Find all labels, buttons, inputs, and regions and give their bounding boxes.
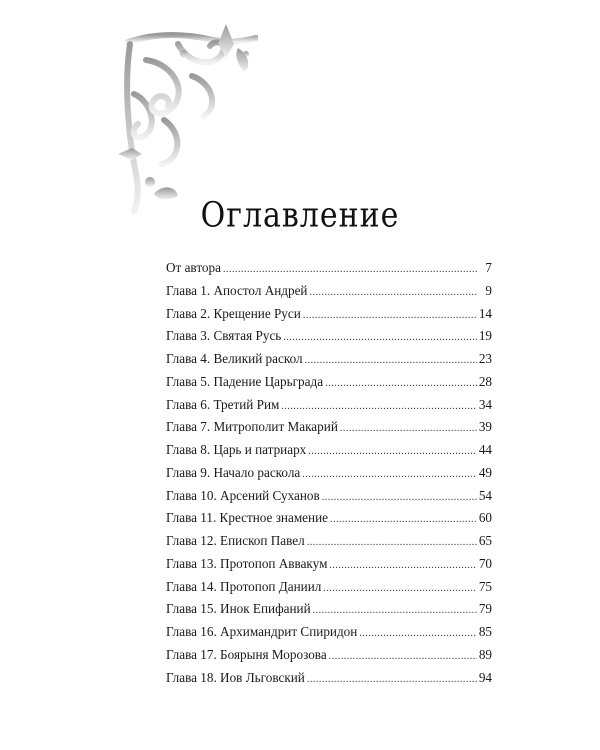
dot-leader — [303, 305, 477, 328]
toc-entry[interactable] — [166, 621, 492, 644]
toc-entry-label: Глава 8. Царь и патриарх — [166, 442, 307, 457]
dot-leader — [307, 669, 477, 692]
toc-entry-page: 7 — [485, 260, 492, 275]
toc-entry-label: Глава 17. Боярыня Морозова — [166, 646, 327, 662]
dot-leader — [330, 509, 477, 532]
toc-entry-label: Глава 4. Великий раскол — [166, 351, 303, 366]
toc-entry-label: Глава 9. Начало раскола — [166, 464, 301, 480]
dot-leader — [281, 396, 476, 419]
toc-entry[interactable] — [166, 598, 492, 621]
dot-leader — [325, 373, 477, 396]
dot-leader — [310, 282, 479, 305]
toc-entry-label: Глава 12. Епископ Павел — [166, 533, 305, 548]
toc-entry[interactable] — [166, 507, 492, 530]
toc-entry[interactable] — [166, 667, 492, 690]
dot-leader — [308, 441, 477, 464]
dot-leader — [323, 578, 476, 601]
toc-entry[interactable] — [166, 644, 492, 667]
toc-entry[interactable] — [166, 416, 492, 439]
toc-entry-label: Глава 3. Святая Русь — [166, 328, 282, 344]
toc-entry[interactable] — [166, 485, 492, 508]
toc-entry-page: 49 — [478, 464, 492, 480]
toc-entry-page: 54 — [478, 487, 492, 503]
toc-entry-label: Глава 16. Архимандрит Спиридон — [166, 624, 358, 639]
dot-leader — [359, 623, 476, 646]
toc-entry-page: 9 — [485, 282, 492, 298]
toc-entry-label: Глава 14. Протопоп Даниил — [166, 578, 322, 594]
toc-entry[interactable] — [166, 576, 492, 599]
toc-entry-page: 19 — [478, 328, 492, 344]
toc-entry-label: Глава 11. Крестное знамение — [166, 510, 328, 526]
dot-leader — [223, 259, 478, 282]
toc-entry-page: 94 — [478, 669, 492, 685]
toc-entry[interactable] — [166, 439, 492, 462]
dot-leader — [305, 350, 477, 373]
toc-entry-label: Глава 5. Падение Царьграда — [166, 373, 324, 389]
dot-leader — [283, 327, 477, 350]
table-of-contents — [166, 257, 492, 689]
toc-entry-label: Глава 6. Третий Рим — [166, 396, 280, 412]
corner-ornament-icon — [118, 24, 258, 214]
toc-entry[interactable] — [166, 371, 492, 394]
toc-entry-page: 28 — [478, 373, 492, 389]
toc-entry-label: Глава 18. Иов Льговский — [166, 669, 305, 685]
toc-entry-page: 79 — [478, 601, 492, 617]
toc-entry-label: Глава 10. Арсений Суханов — [166, 487, 320, 503]
toc-entry[interactable] — [166, 553, 492, 576]
toc-entry[interactable] — [166, 325, 492, 348]
toc-entry-page: 89 — [478, 646, 492, 662]
dot-leader — [322, 487, 477, 510]
toc-entry-label: Глава 13. Протопоп Аввакум — [166, 555, 328, 571]
toc-entry-page: 65 — [478, 533, 492, 548]
toc-entry-page: 34 — [478, 396, 492, 412]
toc-entry-page: 39 — [478, 419, 492, 435]
dot-leader — [340, 418, 477, 441]
dot-leader — [313, 600, 477, 623]
toc-entry[interactable] — [166, 530, 492, 553]
toc-entry[interactable] — [166, 257, 492, 280]
toc-entry[interactable] — [166, 462, 492, 485]
toc-entry-page: 70 — [478, 555, 492, 571]
toc-entry-page: 75 — [478, 578, 492, 594]
toc-entry-label: Глава 7. Митрополит Макарий — [166, 419, 338, 435]
toc-entry-label: От автора — [166, 260, 221, 275]
toc-entry[interactable] — [166, 280, 492, 303]
toc-entry-label: Глава 1. Апостол Андрей — [166, 282, 308, 298]
toc-entry[interactable] — [166, 303, 492, 326]
page-title: Оглавление — [200, 195, 400, 236]
toc-entry-page: 60 — [478, 510, 492, 526]
dot-leader — [329, 555, 476, 578]
dot-leader — [329, 646, 477, 669]
dot-leader — [302, 464, 477, 487]
dot-leader — [307, 532, 477, 555]
toc-entry-page: 85 — [478, 624, 492, 639]
toc-entry-page: 14 — [478, 305, 492, 321]
toc-entry[interactable] — [166, 394, 492, 417]
toc-entry[interactable] — [166, 348, 492, 371]
toc-entry-page: 44 — [478, 442, 492, 457]
toc-entry-page: 23 — [478, 351, 492, 366]
toc-entry-label: Глава 15. Инок Епифаний — [166, 601, 311, 617]
toc-entry-label: Глава 2. Крещение Руси — [166, 305, 301, 321]
